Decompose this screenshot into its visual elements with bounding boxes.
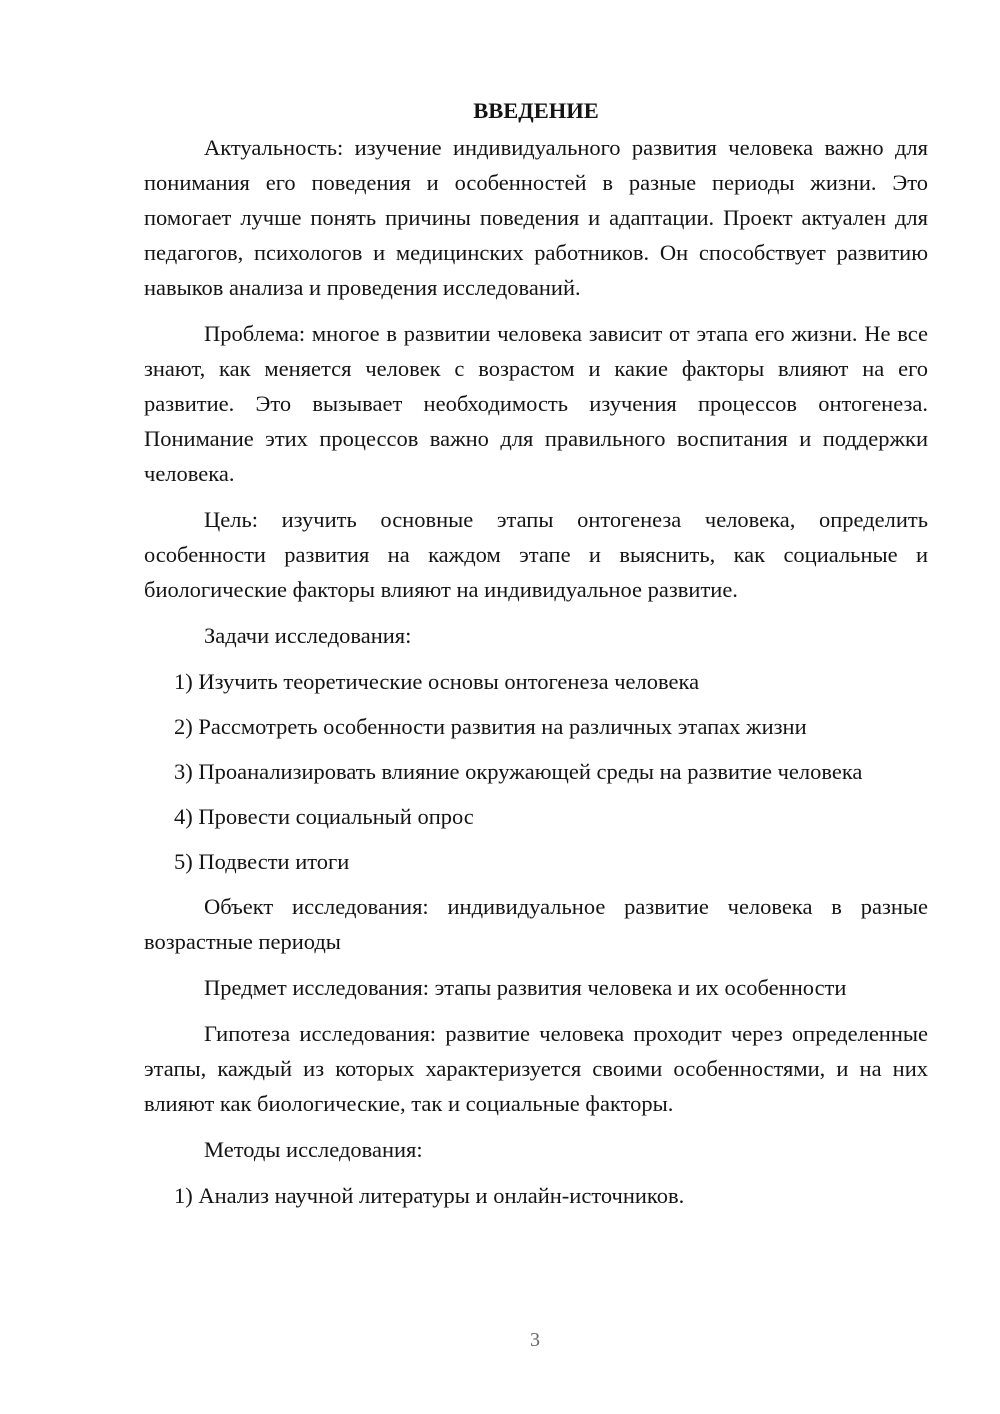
task-item-5: 5) Подвести итоги	[174, 849, 350, 874]
task-item-4: 4) Провести социальный опрос	[174, 804, 474, 829]
research-subject-paragraph: Предмет исследования: этапы развития человека и их особенности	[204, 975, 847, 1000]
relevance-paragraph: Актуальность: изучение индивидуального развития человека важно для понимания его поведения и особенностей в разные периоды жизни. Это помогает лучше понять причины поведения и адаптации. Проект актуален для педагогов, психологов и медицинских работников. Он способствует развитию навыков анализа и проведения исследований.	[144, 135, 928, 300]
task-item-1: 1) Изучить теоретические основы онтогенеза человека	[174, 669, 700, 694]
tasks-heading: Задачи исследования:	[204, 623, 412, 648]
method-item-1: 1) Анализ научной литературы и онлайн-источников.	[174, 1183, 685, 1208]
task-item-2: 2) Рассмотреть особенности развития на различных этапах жизни	[174, 714, 807, 739]
methods-heading: Методы исследования:	[204, 1137, 423, 1162]
task-item-3: 3) Проанализировать влияние окружающей среды на развитие человека	[174, 759, 863, 784]
page-number: 3	[530, 1329, 540, 1351]
goal-paragraph: Цель: изучить основные этапы онтогенеза человека, определить особенности развития на каждом этапе и выяснить, как социальные и биологические факторы влияют на индивидуальное развитие.	[144, 507, 928, 602]
page-title: ВВЕДЕНИЕ	[473, 98, 599, 123]
research-object-paragraph: Объект исследования: индивидуальное развитие человека в разные возрастные периоды	[144, 894, 928, 954]
page-content	[144, 93, 928, 1223]
problem-paragraph: Проблема: многое в развитии человека зависит от этапа его жизни. Не все знают, как меняется человек с возрастом и какие факторы влияют на его развитие. Это вызывает необходимость изучения процессов онтогенеза. Понимание этих процессов важно для правильного воспитания и поддержки человека.	[144, 321, 928, 486]
hypothesis-paragraph: Гипотеза исследования: развитие человека проходит через определенные этапы, каждый из которых характеризуется своими особенностями, и на них влияют как биологические, так и социальные факторы.	[144, 1021, 928, 1116]
